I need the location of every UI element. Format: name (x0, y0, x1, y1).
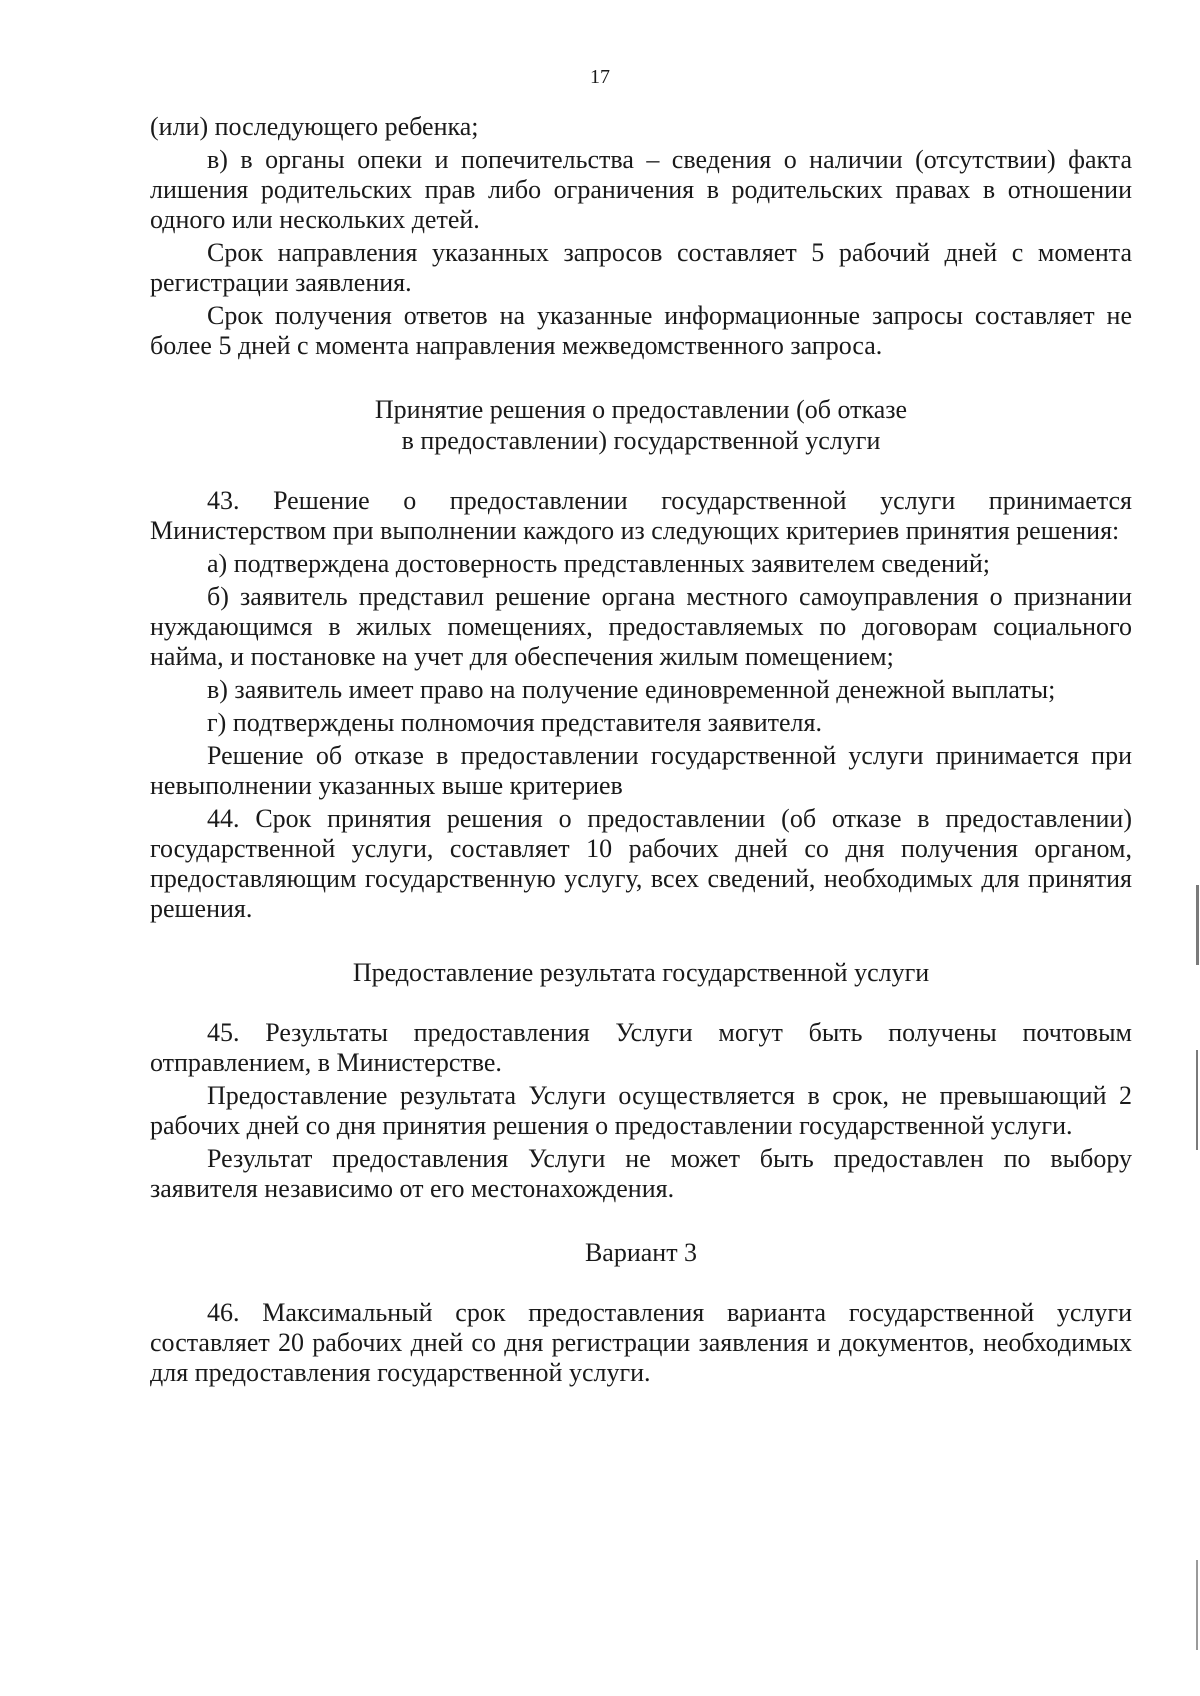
heading-line: в предоставлении) государственной услуги (401, 426, 881, 455)
scan-edge-mark (1196, 1050, 1198, 1150)
paragraph-continuation: (или) последующего ребенка; (150, 112, 479, 141)
paragraph-46: 46. Максимальный срок предоставления варианта государственной услуги составляет 20 рабочих дней со дня регистрации заявления и документов, необходимых для предоставления государственной услуги. (150, 1298, 1132, 1387)
criterion-b: б) заявитель представил решение органа местного самоуправления о признании нуждающимся в жилых помещениях, предоставляемых по договорам социального найма, и постановке на учет для обеспечения жилым помещением; (150, 582, 1132, 671)
paragraph-43: 43. Решение о предоставлении государственной услуги принимается Министерством при выполнении каждого из следующих критериев принятия решения: (150, 486, 1132, 545)
paragraph-result-term: Предоставление результата Услуги осуществляется в срок, не превышающий 2 рабочих дней со дня принятия решения о предоставлении государственной услуги. (150, 1081, 1132, 1140)
document-body (150, 112, 1132, 1391)
paragraph-response-deadline: Срок получения ответов на указанные информационные запросы составляет не более 5 дней с момента направления межведомственного запроса. (150, 301, 1132, 360)
criterion-v: в) заявитель имеет право на получение единовременной денежной выплаты; (207, 675, 1056, 704)
scan-edge-mark (1196, 885, 1199, 965)
section-heading-variant-3: Вариант 3 (584, 1238, 698, 1267)
heading-line: Принятие решения о предоставлении (об отказе (374, 395, 908, 424)
paragraph-result-location: Результат предоставления Услуги не может быть предоставлен по выбору заявителя независимо от его местонахождения. (150, 1144, 1132, 1203)
paragraph-44: 44. Срок принятия решения о предоставлении (об отказе в предоставлении) государственной услуги, составляет 10 рабочих дней со дня получения органом, предоставляющим государственную услугу, всех сведений, необходимых для принятия решения. (150, 804, 1132, 923)
paragraph-45: 45. Результаты предоставления Услуги могут быть получены почтовым отправлением, в Министерстве. (150, 1018, 1132, 1077)
paragraph-request-deadline: Срок направления указанных запросов составляет 5 рабочий дней с момента регистрации заявления. (150, 238, 1132, 297)
section-heading-decision (150, 394, 1132, 456)
section-heading-result: Предоставление результата государственной услуги (352, 958, 930, 987)
paragraph-refusal: Решение об отказе в предоставлении государственной услуги принимается при невыполнении указанных выше критериев (150, 741, 1132, 800)
paragraph-guardianship-request: в) в органы опеки и попечительства – сведения о наличии (отсутствии) факта лишения родительских прав либо ограничения в родительских правах в отношении одного или нескольких детей. (150, 145, 1132, 234)
criterion-g: г) подтверждены полномочия представителя заявителя. (207, 708, 822, 737)
criterion-a: а) подтверждена достоверность представленных заявителем сведений; (207, 549, 990, 578)
scan-edge-mark (1196, 1560, 1198, 1650)
page-number: 17 (590, 66, 610, 88)
